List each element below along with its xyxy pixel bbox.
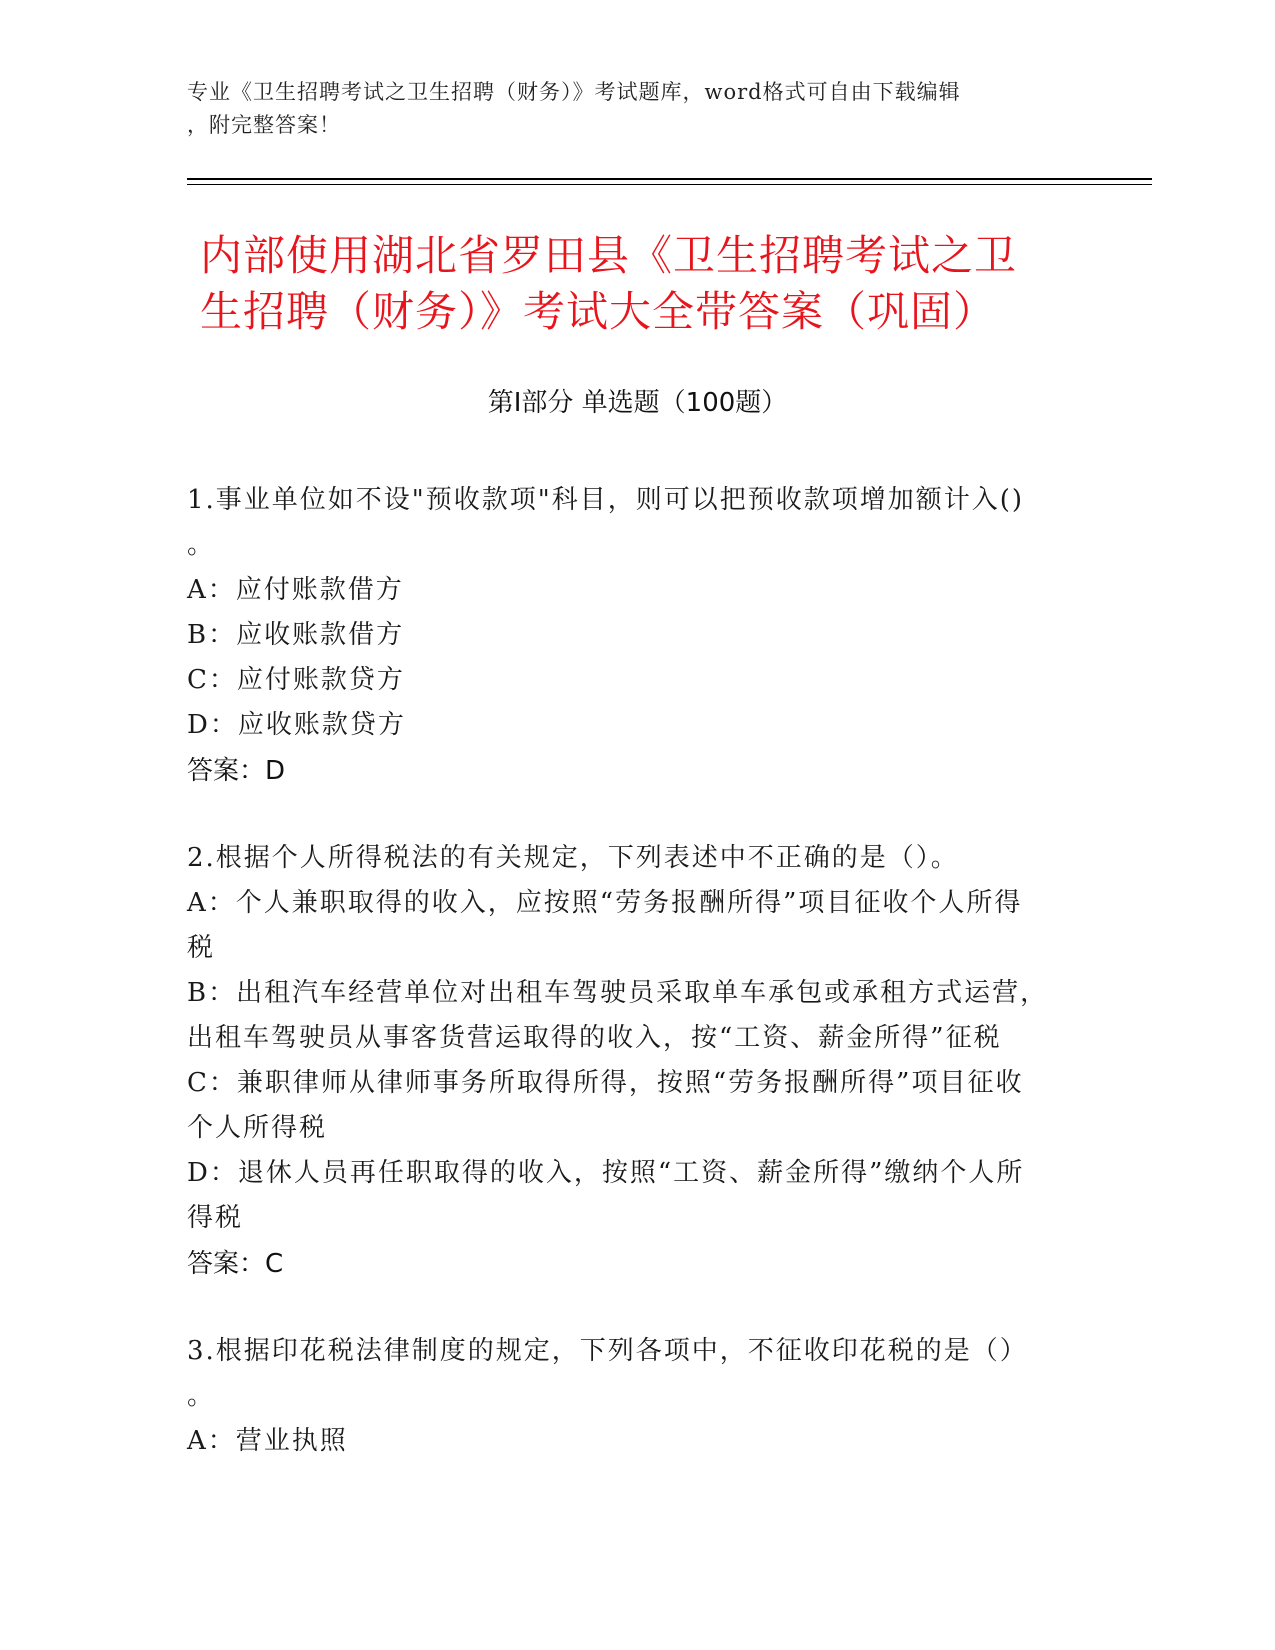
header-note-line2: ，附完整答案！ (187, 113, 341, 137)
question-stem: 。 (187, 1381, 216, 1411)
answer-option: 个人所得税 (187, 1113, 328, 1143)
answer-option: A：个人兼职取得的收入，应按照“劳务报酬所得”项目征收个人所得 (187, 888, 1023, 918)
question-list (187, 478, 1067, 1506)
answer-option: D：应收账款贷方 (187, 710, 406, 740)
document-title (200, 228, 1100, 340)
header-divider-thin (187, 184, 1152, 185)
section-title: 第Ⅰ部分 单选题（100题） (487, 388, 788, 418)
answer-option: C：应付账款贷方 (187, 665, 405, 695)
answer-option: C：兼职律师从律师事务所取得所得，按照“劳务报酬所得”项目征收 (187, 1068, 1024, 1098)
question-item (187, 836, 1067, 1287)
header-note (187, 76, 1067, 142)
question-stem: 2.根据个人所得税法的有关规定，下列表述中不正确的是（）。 (187, 843, 959, 873)
answer-key: 答案：D (187, 756, 286, 786)
header-divider-thick (187, 178, 1152, 180)
question-stem: 1.事业单位如不设"预收款项"科目，则可以把预收款项增加额计入() (187, 485, 1025, 515)
answer-option: B：出租汽车经营单位对出租车驾驶员采取单车承包或承租方式运营， (187, 978, 1049, 1008)
question-stem: 3.根据印花税法律制度的规定，下列各项中，不征收印花税的是（） (187, 1336, 1028, 1366)
answer-option: 税 (187, 933, 216, 963)
answer-option: A：营业执照 (187, 1426, 348, 1456)
answer-option: D：退休人员再任职取得的收入，按照“工资、薪金所得”缴纳个人所 (187, 1158, 1025, 1188)
answer-option: A：应付账款借方 (187, 575, 404, 605)
question-item (187, 1329, 1067, 1464)
question-item (187, 478, 1067, 794)
question-stem: 。 (187, 530, 216, 560)
document-title-line1: 内部使用湖北省罗田县《卫生招聘考试之卫 (200, 231, 1018, 280)
answer-option: B：应收账款借方 (187, 620, 405, 650)
answer-key: 答案：C (187, 1249, 284, 1279)
answer-option: 出租车驾驶员从事客货营运取得的收入，按“工资、薪金所得”征税 (187, 1023, 1002, 1053)
answer-option: 得税 (187, 1203, 244, 1233)
header-note-line1: 专业《卫生招聘考试之卫生招聘（财务）》考试题库，word格式可自由下载编辑 (187, 80, 961, 104)
document-title-line2: 生招聘（财务）》考试大全带答案（巩固） (200, 287, 997, 336)
